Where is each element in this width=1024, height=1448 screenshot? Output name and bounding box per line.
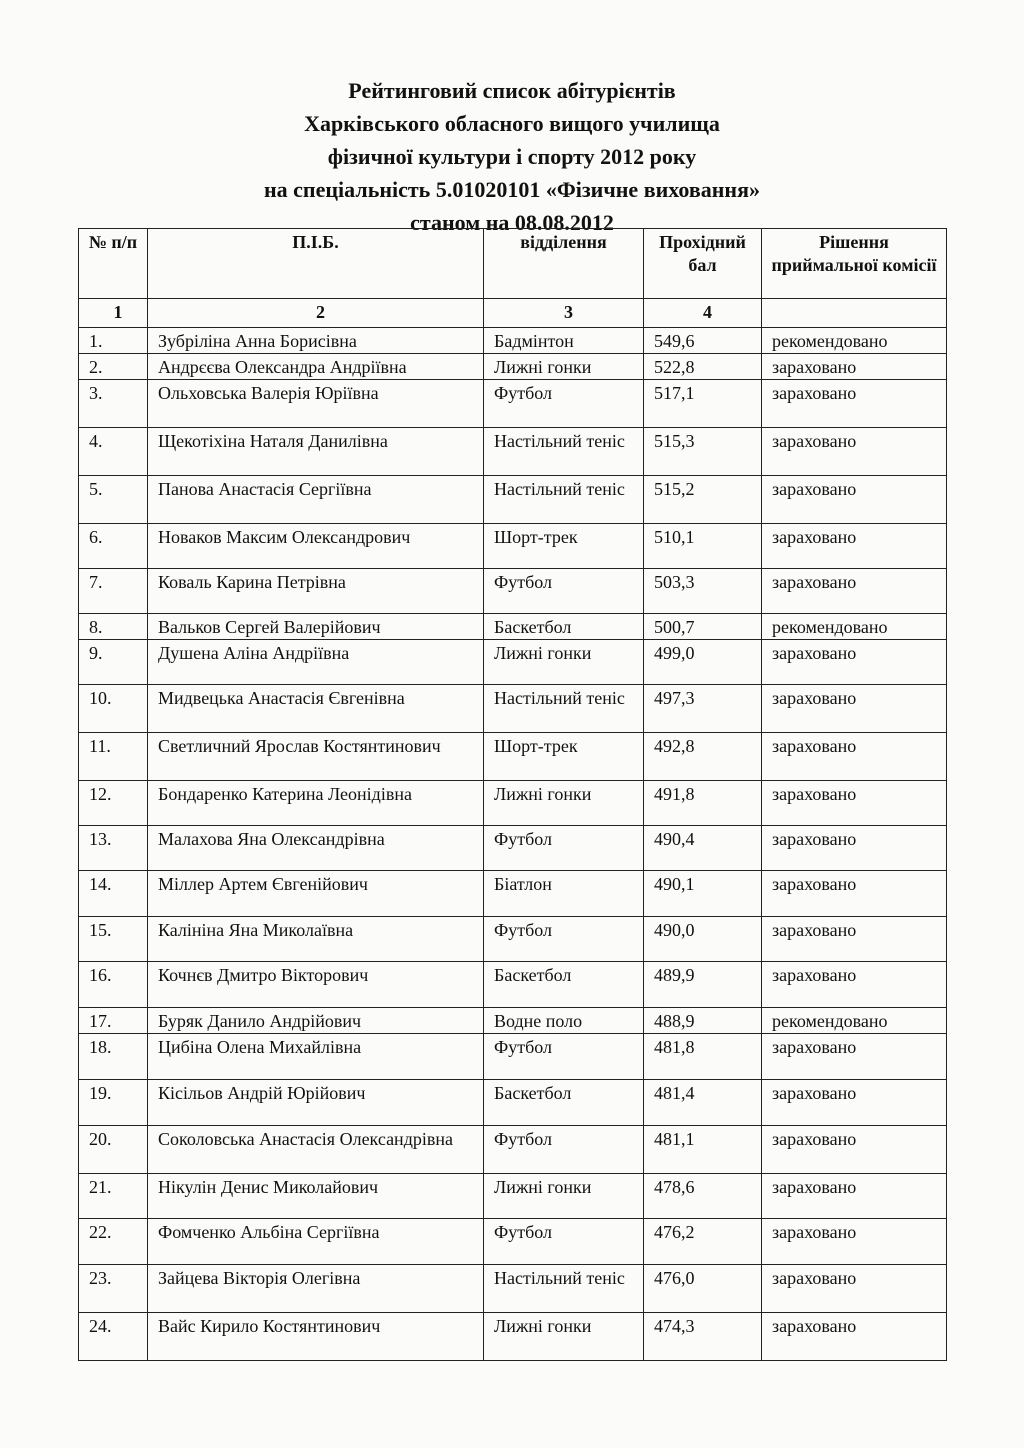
passing-score: 515,3 xyxy=(644,428,762,476)
applicant-name: Кісільов Андрій Юрійович xyxy=(148,1080,484,1126)
passing-score: 481,4 xyxy=(644,1080,762,1126)
row-number: 3. xyxy=(79,380,148,428)
table-row xyxy=(79,781,947,826)
table-header-row xyxy=(79,229,947,299)
committee-decision: рекомендовано xyxy=(762,328,947,354)
applicant-name: Душена Аліна Андріївна xyxy=(148,640,484,685)
table-row xyxy=(79,328,947,354)
table-row xyxy=(79,640,947,685)
department: Настільний теніс xyxy=(484,1265,644,1313)
column-number: 2 xyxy=(148,299,484,328)
passing-score: 517,1 xyxy=(644,380,762,428)
title-line-5: станом на 08.08.2012 xyxy=(410,210,614,235)
table-row xyxy=(79,917,947,962)
committee-decision: зараховано xyxy=(762,1126,947,1174)
table-row xyxy=(79,614,947,640)
table-row xyxy=(79,1174,947,1219)
committee-decision: зараховано xyxy=(762,1080,947,1126)
table-row xyxy=(79,826,947,871)
committee-decision: рекомендовано xyxy=(762,614,947,640)
passing-score: 522,8 xyxy=(644,354,762,380)
table-row xyxy=(79,1313,947,1361)
passing-score: 476,2 xyxy=(644,1219,762,1265)
applicant-name: Светличний Ярослав Костянтинович xyxy=(148,733,484,781)
committee-decision: зараховано xyxy=(762,1219,947,1265)
row-number: 13. xyxy=(79,826,148,871)
table-row xyxy=(79,380,947,428)
committee-decision: зараховано xyxy=(762,1265,947,1313)
committee-decision: зараховано xyxy=(762,826,947,871)
column-number: 3 xyxy=(484,299,644,328)
row-number: 21. xyxy=(79,1174,148,1219)
department: Бадмінтон xyxy=(484,328,644,354)
passing-score: 500,7 xyxy=(644,614,762,640)
applicant-name: Вайс Кирило Костянтинович xyxy=(148,1313,484,1361)
table-row xyxy=(79,1034,947,1080)
passing-score: 503,3 xyxy=(644,569,762,614)
department: Баскетбол xyxy=(484,962,644,1008)
applicant-name: Андрєєва Олександра Андріївна xyxy=(148,354,484,380)
table-row xyxy=(79,1265,947,1313)
applicant-name: Малахова Яна Олександрівна xyxy=(148,826,484,871)
applicant-name: Калініна Яна Миколаївна xyxy=(148,917,484,962)
committee-decision: зараховано xyxy=(762,380,947,428)
applicant-name: Бондаренко Катерина Леонідівна xyxy=(148,781,484,826)
row-number: 22. xyxy=(79,1219,148,1265)
department: Футбол xyxy=(484,569,644,614)
department: Лижні гонки xyxy=(484,1174,644,1219)
header-decision: Рішення приймальної комісії xyxy=(762,229,947,299)
applicant-name: Фомченко Альбіна Сергіївна xyxy=(148,1219,484,1265)
row-number: 5. xyxy=(79,476,148,524)
department: Настільний теніс xyxy=(484,476,644,524)
committee-decision: зараховано xyxy=(762,917,947,962)
passing-score: 510,1 xyxy=(644,524,762,569)
header-score: Прохідний бал xyxy=(644,229,762,299)
department: Шорт-трек xyxy=(484,524,644,569)
applicant-name: Щекотіхіна Наталя Данилівна xyxy=(148,428,484,476)
table-row xyxy=(79,476,947,524)
title-line-1: Рейтинговий список абітурієнтів xyxy=(348,78,676,103)
department: Баскетбол xyxy=(484,614,644,640)
passing-score: 492,8 xyxy=(644,733,762,781)
applicant-name: Кочнєв Дмитро Вікторович xyxy=(148,962,484,1008)
row-number: 2. xyxy=(79,354,148,380)
applicant-name: Буряк Данило Андрійович xyxy=(148,1008,484,1034)
applicant-name: Мидвецька Анастасія Євгенівна xyxy=(148,685,484,733)
passing-score: 490,4 xyxy=(644,826,762,871)
committee-decision: зараховано xyxy=(762,685,947,733)
committee-decision: зараховано xyxy=(762,871,947,917)
department: Лижні гонки xyxy=(484,781,644,826)
passing-score: 515,2 xyxy=(644,476,762,524)
passing-score: 476,0 xyxy=(644,1265,762,1313)
passing-score: 478,6 xyxy=(644,1174,762,1219)
row-number: 15. xyxy=(79,917,148,962)
committee-decision: зараховано xyxy=(762,733,947,781)
table-row xyxy=(79,871,947,917)
committee-decision: зараховано xyxy=(762,428,947,476)
row-number: 24. xyxy=(79,1313,148,1361)
document-title xyxy=(0,74,1024,239)
header-department: відділення xyxy=(484,229,644,299)
applicant-name: Панова Анастасія Сергіївна xyxy=(148,476,484,524)
department: Лижні гонки xyxy=(484,640,644,685)
table-row xyxy=(79,962,947,1008)
committee-decision: рекомендовано xyxy=(762,1008,947,1034)
table-row xyxy=(79,1008,947,1034)
passing-score: 490,1 xyxy=(644,871,762,917)
department: Футбол xyxy=(484,917,644,962)
table-row xyxy=(79,428,947,476)
passing-score: 499,0 xyxy=(644,640,762,685)
row-number: 12. xyxy=(79,781,148,826)
department: Футбол xyxy=(484,1126,644,1174)
row-number: 9. xyxy=(79,640,148,685)
department: Шорт-трек xyxy=(484,733,644,781)
department: Футбол xyxy=(484,380,644,428)
header-number: № п/п xyxy=(79,229,148,299)
table-row xyxy=(79,1219,947,1265)
committee-decision: зараховано xyxy=(762,1313,947,1361)
row-number: 23. xyxy=(79,1265,148,1313)
column-number: 1 xyxy=(79,299,148,328)
table-row xyxy=(79,354,947,380)
table-row xyxy=(79,685,947,733)
passing-score: 549,6 xyxy=(644,328,762,354)
passing-score: 489,9 xyxy=(644,962,762,1008)
department: Футбол xyxy=(484,1219,644,1265)
committee-decision: зараховано xyxy=(762,1174,947,1219)
department: Водне поло xyxy=(484,1008,644,1034)
applicant-name: Міллер Артем Євгенійович xyxy=(148,871,484,917)
applicant-name: Соколовська Анастасія Олександрівна xyxy=(148,1126,484,1174)
column-number xyxy=(762,299,947,328)
applicant-name: Вальков Сергей Валерійович xyxy=(148,614,484,640)
title-line-4: на спеціальність 5.01020101 «Фізичне виховання» xyxy=(263,177,760,202)
header-name: П.І.Б. xyxy=(148,229,484,299)
row-number: 18. xyxy=(79,1034,148,1080)
row-number: 6. xyxy=(79,524,148,569)
passing-score: 497,3 xyxy=(644,685,762,733)
passing-score: 491,8 xyxy=(644,781,762,826)
applicant-name: Ольховська Валерія Юріївна xyxy=(148,380,484,428)
column-number: 4 xyxy=(644,299,762,328)
table-row xyxy=(79,524,947,569)
row-number: 8. xyxy=(79,614,148,640)
department: Біатлон xyxy=(484,871,644,917)
table-row xyxy=(79,1126,947,1174)
row-number: 20. xyxy=(79,1126,148,1174)
row-number: 10. xyxy=(79,685,148,733)
department: Футбол xyxy=(484,826,644,871)
department: Футбол xyxy=(484,1034,644,1080)
applicant-name: Коваль Карина Петрівна xyxy=(148,569,484,614)
committee-decision: зараховано xyxy=(762,354,947,380)
row-number: 11. xyxy=(79,733,148,781)
applicant-name: Нікулін Денис Миколайович xyxy=(148,1174,484,1219)
department: Баскетбол xyxy=(484,1080,644,1126)
department: Настільний теніс xyxy=(484,428,644,476)
row-number: 7. xyxy=(79,569,148,614)
department: Лижні гонки xyxy=(484,354,644,380)
row-number: 1. xyxy=(79,328,148,354)
row-number: 16. xyxy=(79,962,148,1008)
passing-score: 481,1 xyxy=(644,1126,762,1174)
row-number: 4. xyxy=(79,428,148,476)
passing-score: 474,3 xyxy=(644,1313,762,1361)
committee-decision: зараховано xyxy=(762,962,947,1008)
passing-score: 481,8 xyxy=(644,1034,762,1080)
applicant-name: Зайцева Вікторія Олегівна xyxy=(148,1265,484,1313)
committee-decision: зараховано xyxy=(762,524,947,569)
passing-score: 490,0 xyxy=(644,917,762,962)
rating-table xyxy=(78,228,947,1361)
table-row xyxy=(79,569,947,614)
row-number: 17. xyxy=(79,1008,148,1034)
row-number: 19. xyxy=(79,1080,148,1126)
applicant-name: Зубріліна Анна Борисівна xyxy=(148,328,484,354)
title-line-2: Харківського обласного вищого училища xyxy=(304,111,720,136)
committee-decision: зараховано xyxy=(762,569,947,614)
committee-decision: зараховано xyxy=(762,781,947,826)
department: Настільний теніс xyxy=(484,685,644,733)
table-body xyxy=(79,328,947,1361)
applicant-name: Цибіна Олена Михайлівна xyxy=(148,1034,484,1080)
committee-decision: зараховано xyxy=(762,640,947,685)
department: Лижні гонки xyxy=(484,1313,644,1361)
committee-decision: зараховано xyxy=(762,1034,947,1080)
committee-decision: зараховано xyxy=(762,476,947,524)
title-line-3: фізичної культури і спорту 2012 року xyxy=(327,144,697,169)
table-row xyxy=(79,733,947,781)
passing-score: 488,9 xyxy=(644,1008,762,1034)
row-number: 14. xyxy=(79,871,148,917)
table-row xyxy=(79,1080,947,1126)
column-number-row xyxy=(79,299,947,328)
applicant-name: Новаков Максим Олександрович xyxy=(148,524,484,569)
